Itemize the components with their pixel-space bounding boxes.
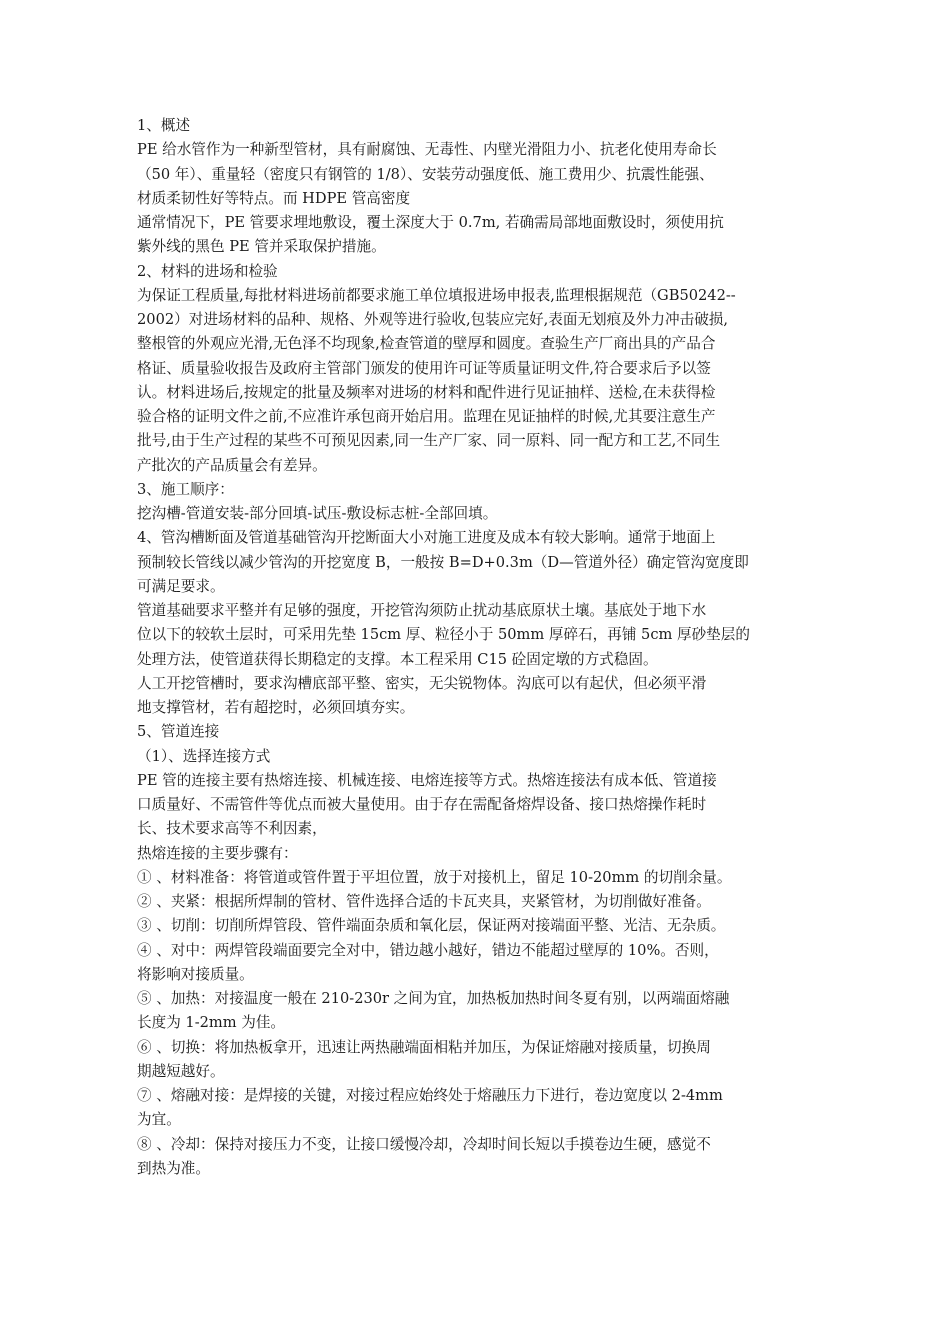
paragraph-line: （50 年）、重量轻（密度只有钢管的 1/8）、安装劳动强度低、施工费用少、抗震性能强、 [137, 165, 714, 183]
paragraph-line: 处理方法，使管道获得长期稳定的支撑。本工程采用 C15 砼固定墩的方式稳固。 [137, 650, 658, 668]
step-item: ④ 、对中：两焊管段端面要完全对中，错边越小越好，错边不能超过壁厚的 10%。否则， [137, 941, 719, 959]
paragraph-line: 地支撑管材，若有超挖时，必须回填夯实。 [137, 699, 415, 716]
paragraph-line: 长、技术要求高等不利因素， [137, 820, 327, 838]
step-item-continuation: 为宜。 [137, 1111, 181, 1129]
section-heading-connection: 5、管道连接 [137, 723, 220, 741]
paragraph-line: 预制较长管线以减少管沟的开挖宽度 B，一般按 B=D+0.3m（D—管道外径）确定管沟宽度即 [137, 553, 749, 571]
paragraph-line: PE 管的连接主要有热熔连接、机械连接、电熔连接等方式。热熔连接法有成本低、管道接 [137, 771, 717, 789]
step-item: ③ 、切削：切削所焊管段、管件端面杂质和氧化层，保证两对接端面平整、光洁、无杂质。 [137, 917, 726, 935]
step-item: ② 、夹紧：根据所焊制的管材、管件选择合适的卡瓦夹具，夹紧管材，为切削做好准备。 [137, 893, 711, 910]
section-heading-trench: 4、管沟槽断面及管道基础管沟开挖断面大小对施工进度及成本有较大影响。通常于地面上 [137, 529, 716, 547]
paragraph-line: 格证、质量验收报告及政府主管部门颁发的使用许可证等质量证明文件,符合要求后予以签 [137, 359, 711, 377]
paragraph-line: 为保证工程质量,每批材料进场前都要求施工单位填报进场申报表,监理根据规范（GB50242-- [137, 286, 736, 304]
paragraph-line: 口质量好、不需管件等优点而被大量使用。由于存在需配备熔焊设备、接口热熔操作耗时 [137, 796, 707, 813]
paragraph-line: 位以下的较软土层时，可采用先垫 15cm 厚、粒径小于 50mm 厚碎石，再铺 5cm 厚砂垫层的 [137, 626, 750, 644]
section-heading-sequence: 3、施工顺序： [137, 480, 234, 498]
subsection-heading: （1）、选择连接方式 [137, 747, 271, 765]
paragraph-line: 通常情况下，PE 管要求埋地敷设，覆土深度大于 0.7m, 若确需局部地面敷设时，须使用抗 [137, 214, 724, 231]
step-item-continuation: 长度为 1-2mm 为佳。 [137, 1014, 286, 1032]
paragraph-line: 材质柔韧性好等特点。而 HDPE 管高密度 [137, 189, 411, 207]
step-item: ① 、材料准备：将管道或管件置于平坦位置，放于对接机上，留足 10-20mm 的切削余量。 [137, 868, 732, 886]
paragraph-line: PE 给水管作为一种新型管材，具有耐腐蚀、无毒性、内壁光滑阻力小、抗老化使用寿命长 [137, 141, 717, 159]
step-item: ⑧ 、冷却：保持对接压力不变，让接口缓慢冷却，冷却时间长短以手摸卷边生硬，感觉不 [137, 1135, 711, 1153]
paragraph-line: 人工开挖管槽时，要求沟槽底部平整、密实，无尖锐物体。沟底可以有起伏，但必须平滑 [137, 674, 707, 692]
paragraph-line: 管道基础要求平整并有足够的强度，开挖管沟须防止扰动基底原状土壤。基底处于地下水 [137, 602, 707, 619]
paragraph-line: 认。材料进场后,按规定的批量及频率对进场的材料和配件进行见证抽样、送检,在未获得检 [137, 383, 716, 401]
paragraph-line: 验合格的证明文件之前,不应准许承包商开始启用。监理在见证抽样的时候,尤其要注意生产 [137, 408, 716, 425]
section-heading-materials: 2、材料的进场和检验 [137, 262, 278, 280]
step-item-continuation: 到热为准。 [137, 1159, 210, 1177]
paragraph-line: 整根管的外观应光滑,无色泽不均现象,检查管道的壁厚和圆度。查验生产厂商出具的产品合 [137, 335, 716, 353]
step-item-continuation: 将影响对接质量。 [137, 965, 254, 983]
document-body [137, 114, 827, 1181]
paragraph-line: 热熔连接的主要步骤有： [137, 844, 298, 862]
paragraph-line: 紫外线的黑色 PE 管并采取保护措施。 [137, 238, 386, 256]
step-item: ⑤ 、加热：对接温度一般在 210-230r 之间为宜，加热板加热时间冬夏有别，以两端面熔融 [137, 990, 730, 1007]
paragraph-line: 产批次的产品质量会有差异。 [137, 456, 327, 474]
step-item-continuation: 期越短越好。 [137, 1062, 225, 1080]
paragraph-line: 2002）对进场材料的品种、规格、外观等进行验收,包装应完好,表面无划痕及外力冲击破损, [137, 311, 729, 328]
paragraph-line: 挖沟槽-管道安装-部分回填-试压-敷设标志桩-全部回填。 [137, 505, 498, 522]
step-item: ⑦ 、熔融对接：是焊接的关键，对接过程应始终处于熔融压力下进行，卷边宽度以 2-4mm [137, 1087, 723, 1104]
section-heading-overview: 1、概述 [137, 117, 191, 134]
paragraph-line: 可满足要求。 [137, 577, 225, 595]
step-item: ⑥ 、切换：将加热板拿开，迅速让两热融端面相粘并加压，为保证熔融对接质量，切换周 [137, 1038, 711, 1056]
paragraph-line: 批号,由于生产过程的某些不可预见因素,同一生产厂家、同一原料、同一配方和工艺,不同生 [137, 432, 721, 450]
